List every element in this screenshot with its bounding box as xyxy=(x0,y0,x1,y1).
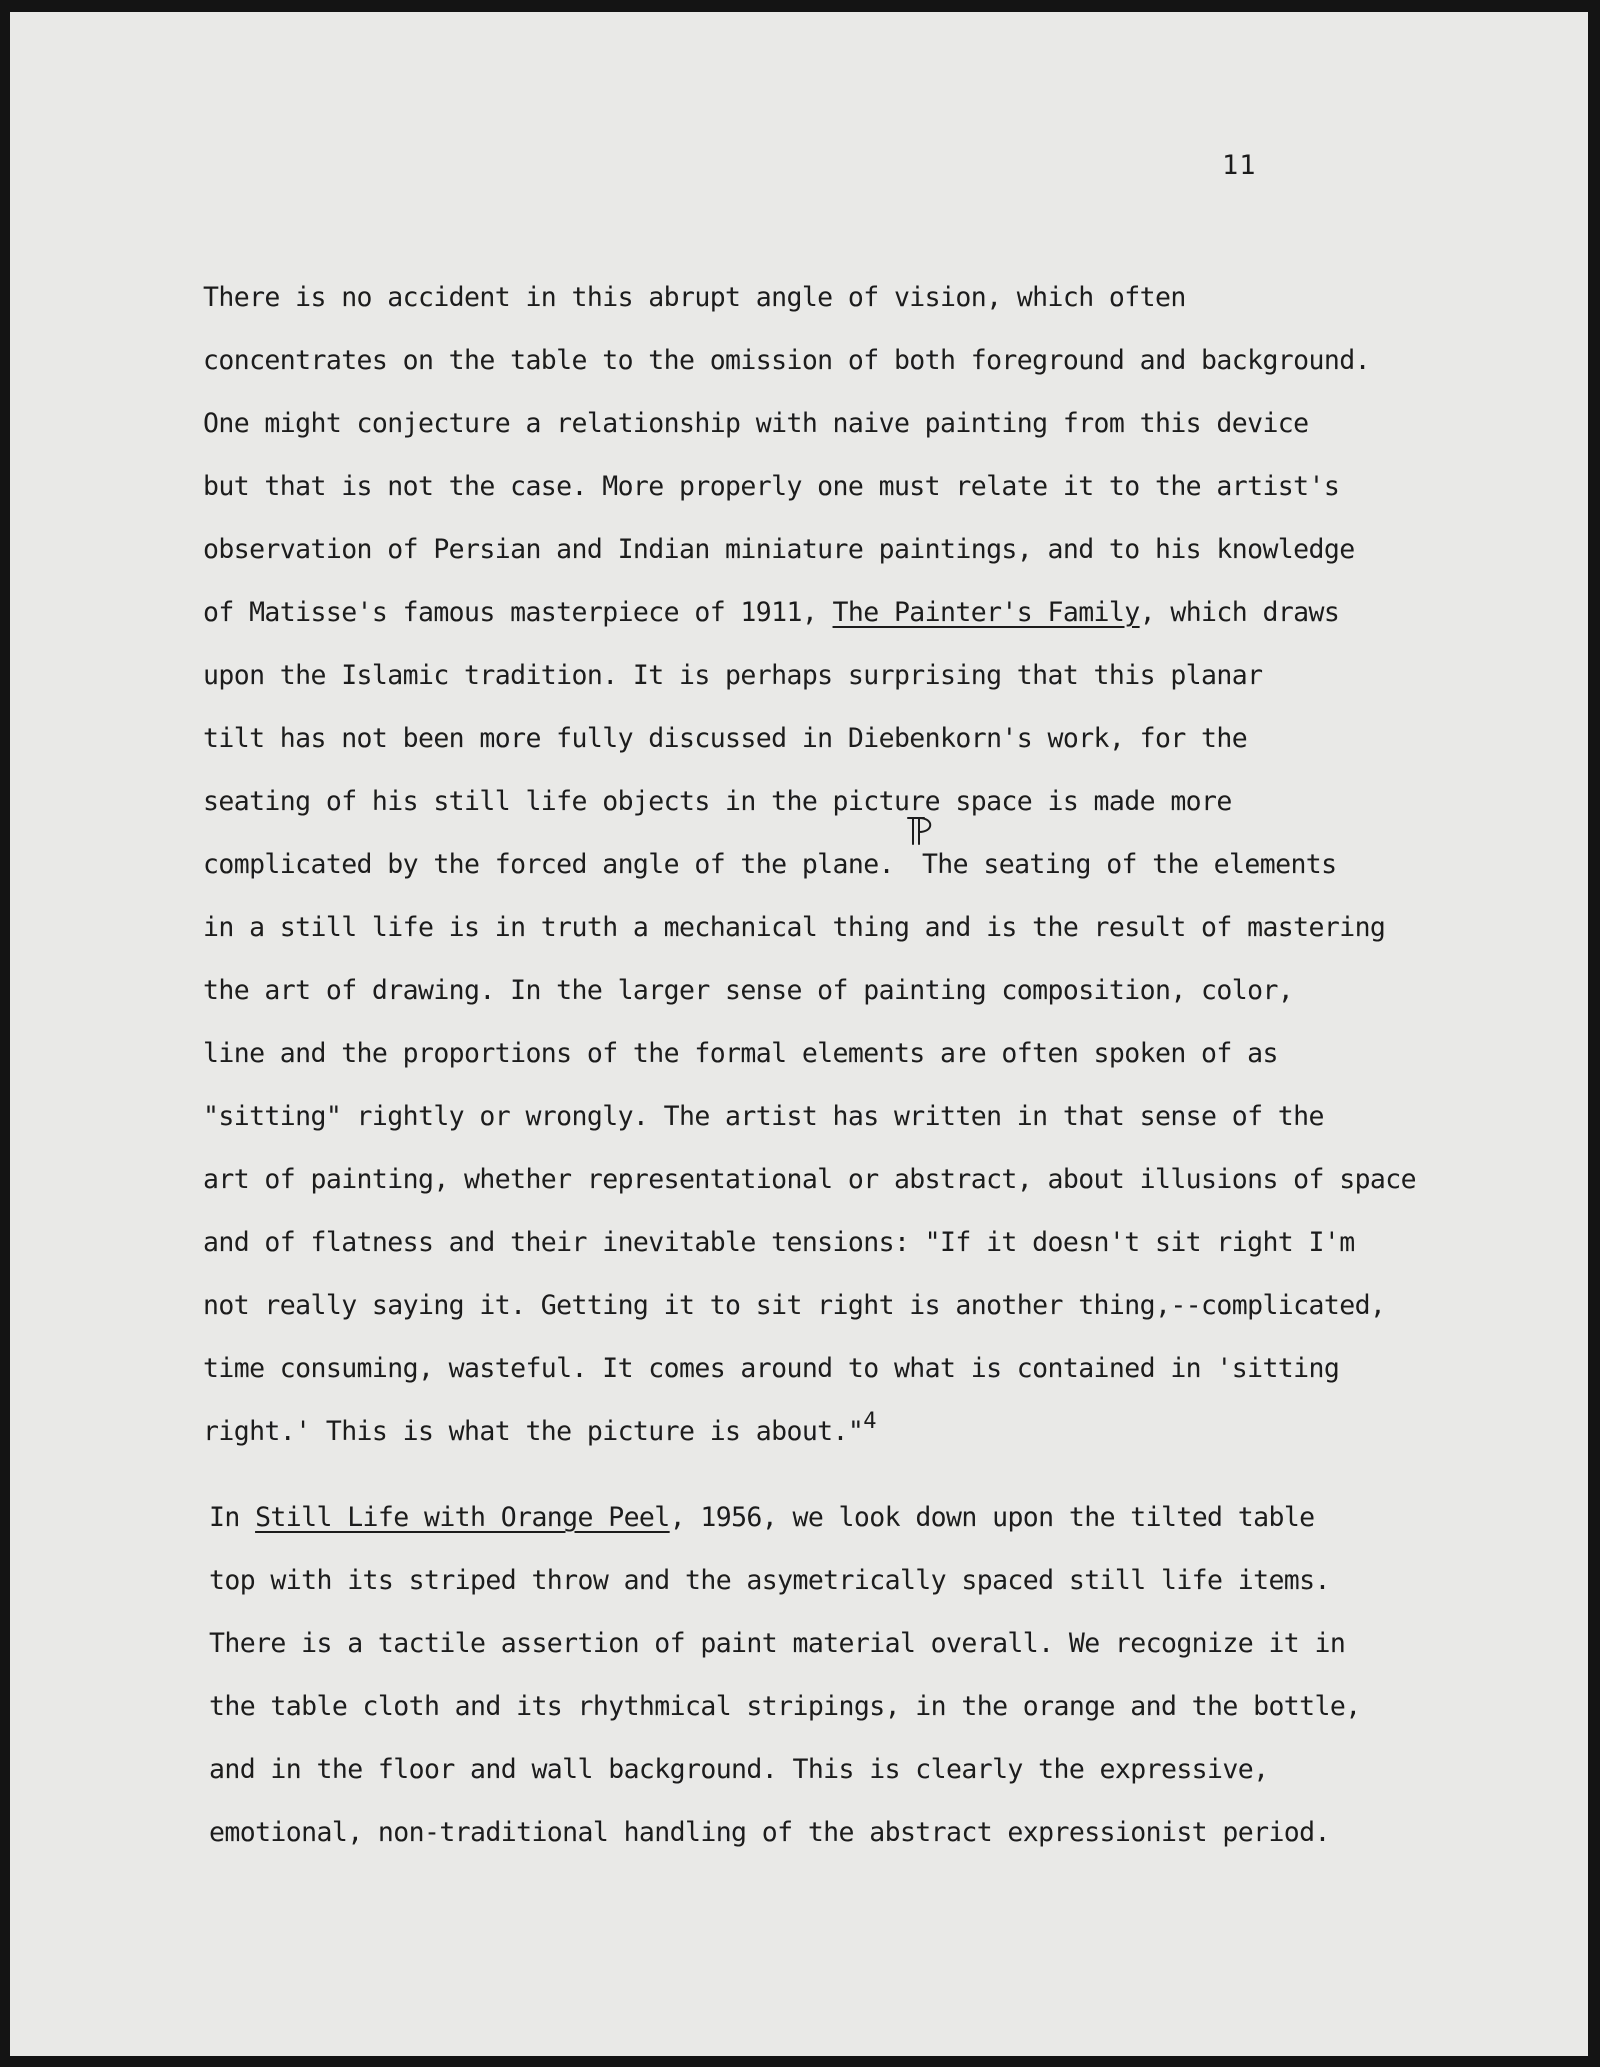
page-number: 11 xyxy=(1222,150,1257,181)
text-line: but that is not the case. More properly one must relate it to the artist's xyxy=(203,471,1340,502)
text-line xyxy=(203,849,1337,881)
text-line: in a still life is in truth a mechanical thing and is the result of mastering xyxy=(203,912,1386,943)
text-line: One might conjecture a relationship with naive painting from this device xyxy=(203,408,1309,439)
footnote-marker: 4 xyxy=(863,1409,876,1434)
artwork-title-still-life-orange-peel: Still Life with Orange Peel xyxy=(255,1502,670,1533)
document-page xyxy=(10,12,1588,2056)
text-segment: The seating of the elements xyxy=(921,849,1337,880)
text-segment: , 1956, we look down upon the tilted table xyxy=(669,1502,1315,1533)
text-line: the art of drawing. In the larger sense of painting composition, color, xyxy=(203,975,1294,1006)
text-segment: , which draws xyxy=(1139,597,1340,628)
paragraph-mark-icon xyxy=(902,810,942,850)
text-line: top with its striped throw and the asymetrically spaced still life items. xyxy=(209,1565,1330,1596)
text-segment: complicated by the forced angle of the plane. xyxy=(203,849,894,880)
text-line: line and the proportions of the formal elements are often spoken of as xyxy=(203,1038,1278,1069)
text-segment: In xyxy=(209,1502,256,1533)
text-line: and of flatness and their inevitable tensions: "If it doesn't sit right I'm xyxy=(203,1227,1355,1258)
artwork-title-painters-family: The Painter's Family xyxy=(832,597,1140,628)
text-line: time consuming, wasteful. It comes around to what is contained in 'sitting xyxy=(203,1353,1340,1384)
text-line: observation of Persian and Indian miniature paintings, and to his knowledge xyxy=(203,534,1355,565)
text-line: There is no accident in this abrupt angle of vision, which often xyxy=(203,282,1186,313)
text-line xyxy=(209,1502,1315,1534)
text-line xyxy=(203,597,1339,629)
text-line: emotional, non-traditional handling of the abstract expressionist period. xyxy=(209,1817,1330,1848)
text-line: concentrates on the table to the omission of both foreground and background. xyxy=(203,345,1370,376)
text-segment: right.' This is what the picture is about." xyxy=(203,1416,864,1447)
text-line: There is a tactile assertion of paint material overall. We recognize it in xyxy=(209,1628,1346,1659)
text-line: not really saying it. Getting it to sit right is another thing,--complicated, xyxy=(203,1290,1386,1321)
text-line: seating of his still life objects in the picture space is made more xyxy=(203,786,1232,817)
text-line: art of painting, whether representational or abstract, about illusions of space xyxy=(203,1164,1416,1195)
text-line: tilt has not been more fully discussed in Diebenkorn's work, for the xyxy=(203,723,1248,754)
text-segment: of Matisse's famous masterpiece of 1911, xyxy=(203,597,833,628)
text-line: "sitting" rightly or wrongly. The artist has written in that sense of the xyxy=(203,1101,1324,1132)
text-line xyxy=(203,1409,876,1450)
text-line: and in the floor and wall background. This is clearly the expressive, xyxy=(209,1754,1269,1785)
text-line: the table cloth and its rhythmical stripings, in the orange and the bottle, xyxy=(209,1691,1361,1722)
text-line: upon the Islamic tradition. It is perhaps surprising that this planar xyxy=(203,660,1263,691)
